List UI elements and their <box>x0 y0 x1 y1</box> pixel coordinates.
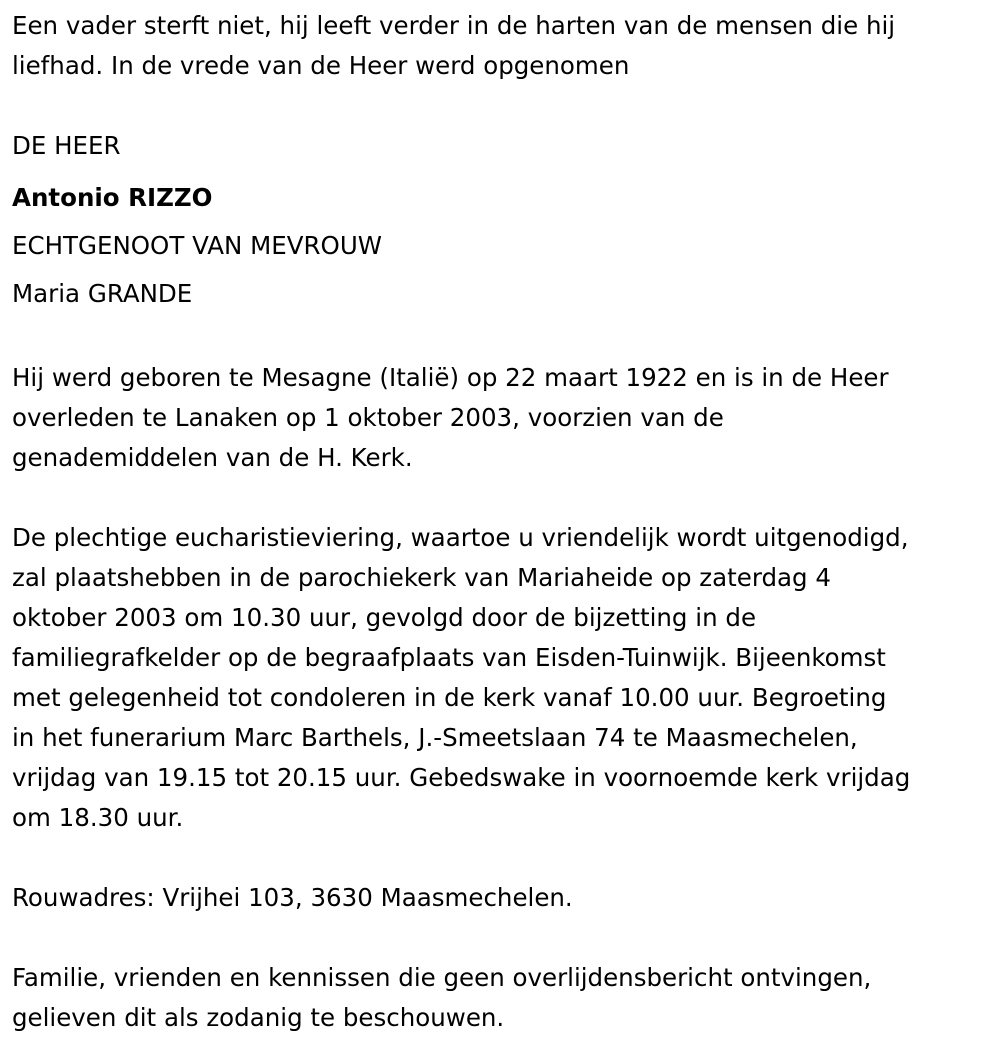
address-paragraph: Rouwadres: Vrijhei 103, 3630 Maasmechelen. <box>12 883 573 912</box>
intro-paragraph: Een vader sterft niet, hij leeft verder in de harten van de mensen die hij liefhad. In de vrede van de Heer werd opgenomen <box>12 11 896 80</box>
birth-death-paragraph: Hij werd geboren te Mesagne (Italië) op 22 maart 1922 en is in de Heer overleden te Lanaken op 1 oktober 2003, voorzien van de genademiddelen van de H. Kerk. <box>12 363 889 472</box>
relation-label: ECHTGENOOT VAN MEVROUW <box>12 231 383 260</box>
ceremony-paragraph: De plechtige eucharistieviering, waartoe u vriendelijk wordt uitgenodigd, zal plaatshebben in de parochiekerk van Mariaheide op zaterdag 4 oktober 2003 om 10.30 uur, gevolgd door de bijzetting in de familiegrafkelder op de begraafplaats van Eisden-Tuinwijk. Bijeenkomst met gelegenheid tot condoleren in de kerk vanaf 10.00 uur. Begroeting in het funerarium Marc Barthels, J.-Smeetslaan 74 te Maasmechelen, vrijdag van 19.15 tot 20.15 uur. Gebedswake in voornoemde kerk vrijdag om 18.30 uur. <box>12 523 911 832</box>
deceased-block <box>12 126 988 318</box>
spouse-name: Maria GRANDE <box>12 279 193 308</box>
closing-paragraph: Familie, vrienden en kennissen die geen overlijdensbericht ontvingen, gelieven dit als zodanig te beschouwen. <box>12 963 872 1032</box>
deceased-name: Antonio RIZZO <box>12 183 213 212</box>
title-prefix: DE HEER <box>12 131 121 160</box>
